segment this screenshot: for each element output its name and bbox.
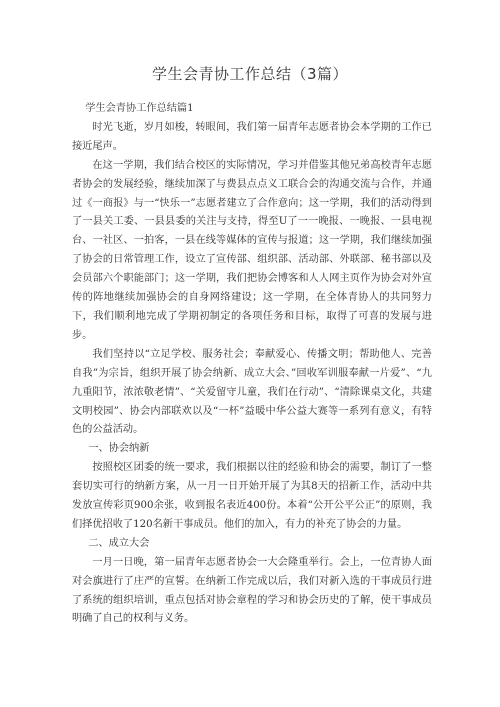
document-subtitle: 学生会青协工作总结篇1 [85, 103, 194, 114]
paragraph-founding: 一月一日晚，第一届青年志愿者协会一大会隆重举行。会上，一位青协人面对会旗进行了庄严的宣誓。在纳新工作完成以后，我们对新入选的干事成员行进了系统的组织培训，重点包括对协会章程的学习和协会历史的了解，使干事成员明确了自己的权利与义务。 [72, 556, 432, 625]
paragraph-intro: 时光飞逝，岁月如梭，转眼间，我们第一届青年志愿者协会本学期的工作已接近尾声。 [72, 121, 432, 152]
page-title: 学生会青协工作总结（3篇） [151, 65, 349, 83]
paragraph-principles: 我们坚持以“立足学校、服务社会；奉献爱心、传播文明；帮助他人、完善自我”为宗旨，组织开展了协会纳新、成立大会、”回收军训服奉献一片爱”、“九九重阳节，浓浓敬老情”、“关爱留守儿童，我们在行动”、“清除课桌文化，共建文明校园”、协会内部联欢以及“一杯”益暖中华公益大赛等一系列有意义，有特色的公益活动。 [72, 348, 432, 436]
section-heading-recruitment: 一、协会纳新 [88, 443, 150, 455]
paragraph-recruitment: 按照校区团委的统一要求，我们根据以往的经验和协会的需要，制订了一整套切实可行的纳新方案，从一月一日开始开展了为其8天的招新工作，活动中共发放宣传彩页900余张，收到报名表近400份。本着“公开公平公正”的原则，我们择优招收了120名新干事成员。他们的加入，有力的补充了协会的力量。 [72, 462, 432, 530]
document-body [72, 100, 432, 629]
section-heading-founding: 二、成立大会 [88, 537, 150, 549]
paragraph-semester: 在这一学期，我们结合校区的实际情况，学习并借鉴其他兄弟高校青年志愿者协会的发展经验，继续加深了与费县点点义工联合会的沟通交流与合作，并通过《一商报》与一“快乐一”志愿者建立了合作意向；这一学期，我们的活动得到了一县关工委、一县县委的关注与支持，得至U了一一晚报、一晚报、一县电视台、一社区、一拍客，一县在线等媒体的宣传与报道；这一学期，我们继续加强了协会的日常管理工作，设立了宣传部、组织部、活动部、外联部、秘书部以及会员部六个职能部门；这一学期，我们把协会博客和人人网主页作为协会对外宣传的阵地继续加强协会的自身网络建设；这一学期，在全体青协人的共同努力下，我们顺利地完成了学期初制定的各项任务和目标，取得了可喜的发展与进步。 [72, 159, 432, 341]
